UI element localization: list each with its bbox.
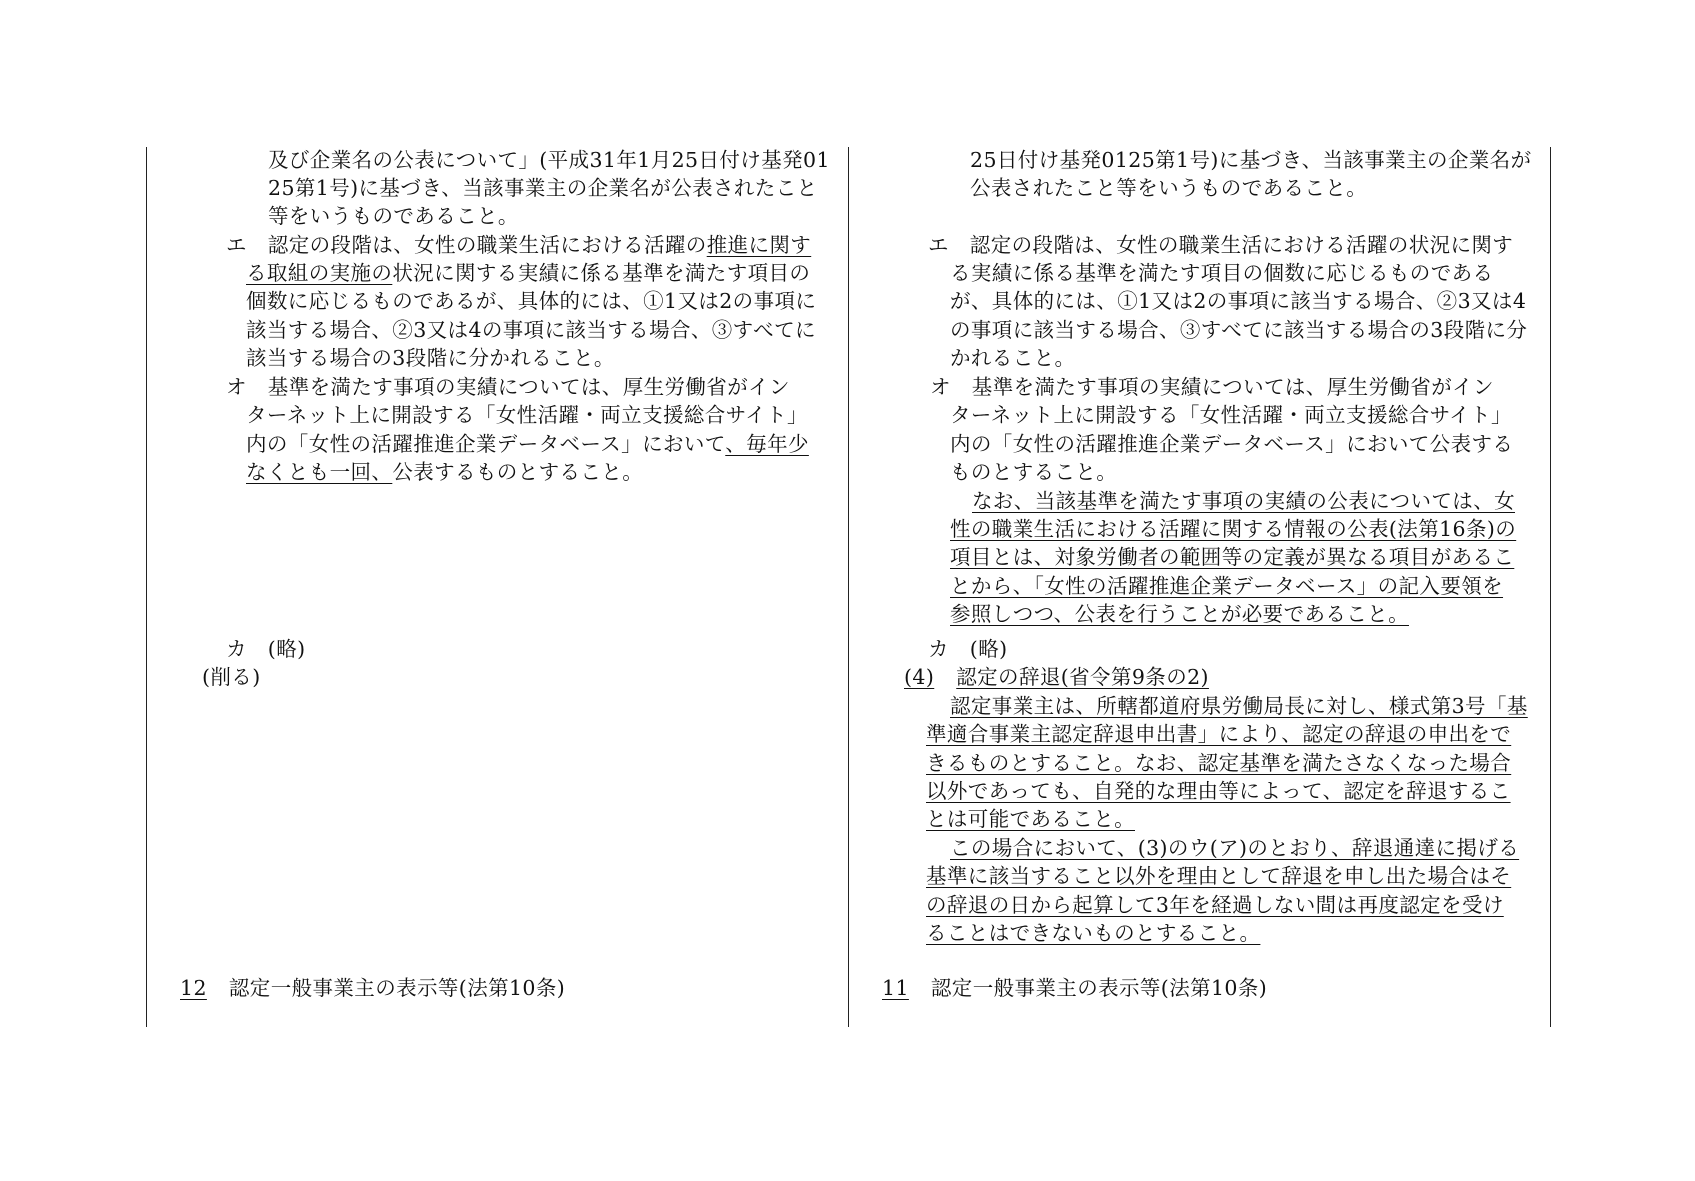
left-item-o: オ 基準を満たす事項の実績については、厚生労働省がイン bbox=[226, 375, 790, 399]
right-sub4-para2: 基準に該当すること以外を理由として辞退を申し出た場合はそ bbox=[926, 864, 1512, 888]
left-item-o-line: ターネット上に開設する「女性活躍・両立支援総合サイト」 bbox=[246, 403, 808, 427]
right-item-e-line: かれること。 bbox=[950, 346, 1076, 370]
underlined-text: なくとも一回、 bbox=[246, 460, 393, 484]
left-item-o-line bbox=[246, 458, 643, 486]
right-sub4-para2: の辞退の日から起算して3年を経過しない間は再度認定を受け bbox=[926, 893, 1504, 917]
right-sub4-para2: この場合において、(3)のウ(ア)のとおり、辞退通達に掲げる bbox=[950, 836, 1520, 860]
left-item-ka: カ (略) bbox=[226, 637, 306, 661]
section-title: 認定一般事業主の表示等(法第10条) bbox=[930, 976, 1268, 1000]
left-line: 及び企業名の公表について」(平成31年1月25日付け基発01 bbox=[268, 148, 830, 172]
right-sub4-para1: きるものとすること。なお、認定基準を満たさなくなった場合 bbox=[926, 751, 1512, 775]
right-sub4-para1: とは可能であること。 bbox=[926, 807, 1135, 831]
section-number: 12 bbox=[180, 976, 207, 1000]
left-line: 25第1号)に基づき、当該事業主の企業名が公表されたこと bbox=[268, 176, 818, 200]
right-sub4-para1: 以外であっても、自発的な理由等によって、認定を辞退するこ bbox=[926, 779, 1511, 803]
left-item-e-line: 該当する場合、②3又は4の事項に該当する場合、③すべてに bbox=[246, 318, 816, 342]
right-sub4-para1: 準適合事業主認定辞退申出書」により、認定の辞退の申出をで bbox=[926, 722, 1512, 746]
text: 公表するものとすること。 bbox=[392, 460, 644, 484]
left-item-e bbox=[226, 231, 811, 259]
column-rule-left bbox=[146, 147, 147, 1027]
section-title: 認定一般事業主の表示等(法第10条) bbox=[228, 976, 566, 1000]
right-item-e-line: が、具体的には、①1又は2の事項に該当する場合、②3又は4 bbox=[950, 289, 1527, 313]
right-section-heading bbox=[882, 974, 1267, 1002]
left-section-heading bbox=[180, 974, 565, 1002]
right-item-o-note: とから、「女性の活躍推進企業データベース」の記入要領を bbox=[950, 574, 1504, 598]
right-item-e: エ 認定の段階は、女性の職業生活における活躍の状況に関す bbox=[928, 233, 1514, 257]
left-item-e-line: 個数に応じるものであるが、具体的には、①1又は2の事項に bbox=[246, 289, 817, 313]
left-line: 等をいうものであること。 bbox=[268, 204, 519, 228]
right-item-o-note: 性の職業生活における活躍に関する情報の公表(法第16条)の bbox=[950, 517, 1517, 541]
right-item-o-line: ターネット上に開設する「女性活躍・両立支援総合サイト」 bbox=[950, 403, 1512, 427]
right-item-o-line: 内の「女性の活躍推進企業データベース」において公表する bbox=[950, 432, 1514, 456]
column-rule-right bbox=[1550, 147, 1551, 1027]
underlined-text: 推進に関す bbox=[706, 233, 812, 257]
right-subsection-4-heading bbox=[904, 663, 1209, 691]
section-number: 11 bbox=[882, 976, 909, 1000]
subsection-title: 認定の辞退(省令第9条の2) bbox=[956, 665, 1209, 689]
left-item-e-line bbox=[246, 259, 810, 287]
left-item-o-line bbox=[246, 430, 809, 458]
right-item-o-note: なお、当該基準を満たす事項の実績の公表については、女 bbox=[972, 489, 1515, 513]
right-sub4-para2: ることはできないものとすること。 bbox=[926, 921, 1261, 945]
right-item-ka: カ (略) bbox=[928, 637, 1008, 661]
left-deleted-note: (削る) bbox=[202, 665, 261, 689]
underlined-text: る取組の実施の bbox=[246, 261, 393, 285]
text: 内の「女性の活躍推進企業データベース」において bbox=[246, 432, 726, 456]
right-item-e-line: る実績に係る基準を満たす項目の個数に応じるものである bbox=[950, 261, 1494, 285]
underlined-text: 、毎年少 bbox=[725, 432, 809, 456]
right-line: 25日付け基発0125第1号)に基づき、当該事業主の企業名が bbox=[970, 148, 1532, 172]
text: エ 認定の段階は、女性の職業生活における活躍の bbox=[226, 233, 707, 257]
subsection-number: (4) bbox=[904, 665, 935, 689]
left-item-e-line: 該当する場合の3段階に分かれること。 bbox=[246, 346, 615, 370]
right-item-e-line: の事項に該当する場合、③すべてに該当する場合の3段階に分 bbox=[950, 318, 1528, 342]
column-rule-middle bbox=[848, 147, 849, 1027]
text: 状況に関する実績に係る基準を満たす項目の bbox=[392, 261, 811, 285]
right-sub4-para1: 認定事業主は、所轄都道府県労働局長に対し、様式第3号「基 bbox=[950, 694, 1528, 718]
right-line: 公表されたこと等をいうものであること。 bbox=[970, 176, 1368, 200]
right-item-o-note: 項目とは、対象労働者の範囲等の定義が異なる項目があるこ bbox=[950, 545, 1515, 569]
right-item-o-line: ものとすること。 bbox=[950, 460, 1118, 484]
right-item-o: オ 基準を満たす事項の実績については、厚生労働省がイン bbox=[930, 375, 1494, 399]
right-item-o-note: 参照しつつ、公表を行うことが必要であること。 bbox=[950, 602, 1409, 626]
